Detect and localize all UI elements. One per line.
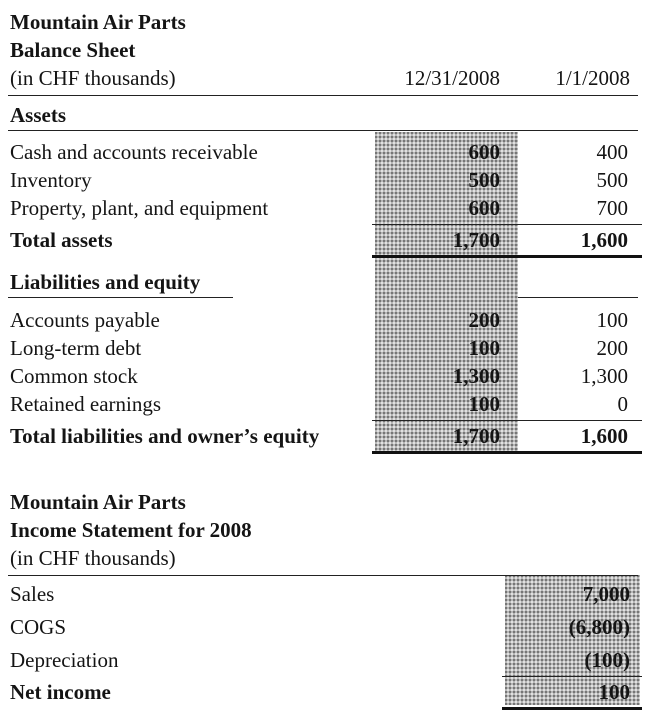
liabilities-row-value-2008: 200 xyxy=(468,308,500,332)
total-liabilities-value-2008: 1,700 xyxy=(452,424,500,448)
liabilities-row-value-2008: 1,300 xyxy=(452,364,500,388)
liabilities-divider-right xyxy=(518,297,638,298)
header-divider xyxy=(8,95,638,96)
liabilities-row-value-2008: 100 xyxy=(468,392,500,416)
liabilities-row-label: Retained earnings xyxy=(10,392,162,416)
total-liabilities-label: Total liabilities and owner’s equity xyxy=(10,424,320,448)
assets-row-label: Cash and accounts receivable xyxy=(10,140,258,164)
liabilities-row-label: Accounts payable xyxy=(10,308,160,332)
column-header-2008: 12/31/2008 xyxy=(404,66,500,90)
statement-title: Balance Sheet xyxy=(10,38,136,62)
units-label: (in CHF thousands) xyxy=(10,66,176,90)
income-row-value: 7,000 xyxy=(582,582,630,606)
income-row-label: Depreciation xyxy=(10,648,119,672)
liabilities-divider-left xyxy=(8,297,233,298)
total-assets-label: Total assets xyxy=(10,228,113,252)
income-row-value: (100) xyxy=(584,648,630,672)
income-row-value: (6,800) xyxy=(568,615,630,639)
assets-row-value-2007: 400 xyxy=(596,140,628,164)
total-assets-value-2007: 1,600 xyxy=(580,228,628,252)
income-statement-title: Income Statement for 2008 xyxy=(10,518,252,542)
assets-divider xyxy=(8,130,638,131)
liabilities-row-value-2008: 100 xyxy=(468,336,500,360)
assets-row-value-2008: 600 xyxy=(468,196,500,220)
income-row-label: COGS xyxy=(10,615,67,639)
total-assets-value-2008: 1,700 xyxy=(452,228,500,252)
net-income-rule xyxy=(502,676,642,677)
income-units-label: (in CHF thousands) xyxy=(10,546,176,570)
assets-row-value-2007: 700 xyxy=(596,196,628,220)
total-liabilities-double-rule xyxy=(372,451,642,454)
assets-row-value-2008: 500 xyxy=(468,168,500,192)
total-liabilities-rule xyxy=(372,420,642,421)
total-assets-double-rule xyxy=(372,255,642,258)
income-row-label: Sales xyxy=(10,582,55,606)
assets-row-value-2008: 600 xyxy=(468,140,500,164)
assets-row-label: Property, plant, and equipment xyxy=(10,196,269,220)
income-header-divider xyxy=(8,575,638,576)
liabilities-row-label: Common stock xyxy=(10,364,138,388)
company-name: Mountain Air Parts xyxy=(10,10,186,34)
net-income-label: Net income xyxy=(10,680,111,704)
income-company-name: Mountain Air Parts xyxy=(10,490,186,514)
liabilities-row-value-2007: 100 xyxy=(596,308,628,332)
section-heading-assets: Assets xyxy=(10,103,66,127)
assets-row-value-2007: 500 xyxy=(596,168,628,192)
total-liabilities-value-2007: 1,600 xyxy=(580,424,628,448)
net-income-double-rule xyxy=(502,707,642,710)
liabilities-row-value-2007: 0 xyxy=(617,392,628,416)
liabilities-row-value-2007: 200 xyxy=(596,336,628,360)
total-assets-rule xyxy=(372,224,642,225)
net-income-value: 100 xyxy=(598,680,630,704)
liabilities-row-label: Long-term debt xyxy=(10,336,142,360)
column-header-2007: 1/1/2008 xyxy=(555,66,630,90)
assets-row-label: Inventory xyxy=(10,168,92,192)
section-heading-liabilities: Liabilities and equity xyxy=(10,270,201,294)
liabilities-row-value-2007: 1,300 xyxy=(580,364,628,388)
